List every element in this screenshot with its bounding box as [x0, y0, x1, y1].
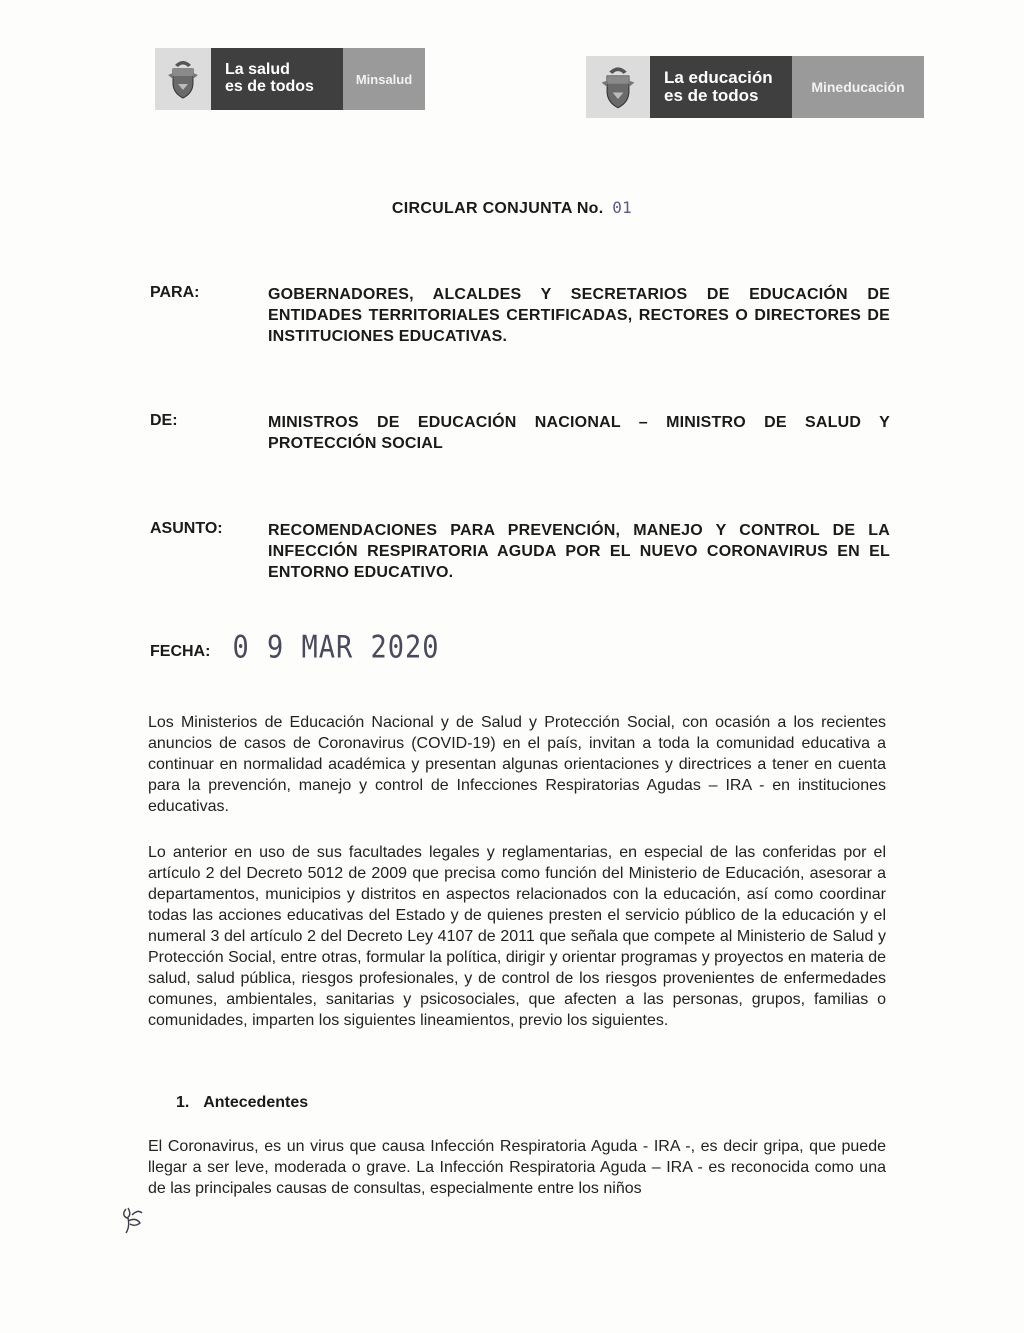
asunto-label: ASUNTO: — [150, 520, 223, 537]
coat-of-arms-icon — [586, 56, 650, 118]
asunto-value: RECOMENDACIONES PARA PREVENCIÓN, MANEJO Y CONTROL DE LA INFECCIÓN RESPIRATORIA AGUDA POR EL NUEVO CORONAVIRUS EN EL ENTORNO EDUCATIVO. — [268, 522, 890, 581]
minsalud-logo — [155, 48, 425, 110]
logo-brand: Minsalud — [343, 48, 425, 110]
section-heading — [176, 1094, 308, 1112]
paragraph: El Coronavirus, es un virus que causa Infección Respiratoria Aguda - IRA -, es decir gripa, que puede llegar a ser leve, moderada o grave. La Infección Respiratoria Aguda – IRA - es reconocida como una de las principales causas de consultas, especialmente entre los niños — [148, 1138, 886, 1197]
logo-slogan — [650, 56, 792, 118]
slogan-line-2: es de todos — [664, 86, 759, 105]
slogan-line-1: La salud — [225, 61, 290, 79]
coat-of-arms-icon — [155, 48, 211, 110]
para-label: PARA: — [150, 284, 200, 301]
logo-brand: Mineducación — [792, 56, 924, 118]
mineducacion-logo — [586, 56, 924, 118]
paragraph: Lo anterior en uso de sus facultades legales y reglamentarias, en especial de las conferidas por el artículo 2 del Decreto 5012 de 2009 que precisa como función del Ministerio de Educación, asesorar a departamentos, municipios y distritos en aspectos relacionados con la educación, así como coordinar todas las acciones educativas del Estado y de quienes presten el servicio público de la educación y el numeral 3 del artículo 2 del Decreto Ley 4107 de 2011 que señala que compete al Ministerio de Salud y Protección Social, entre otras, formular la política, dirigir y orientar programas y proyectos en materia de salud, salud pública, riesgos profesionales, y de control de los riesgos provenientes de enfermedades comunes, ambientales, sanitarias y psicosociales, que afecten a las personas, grupos, familias o comunidades, imparten los siguientes lineamientos, previo los siguientes. — [148, 844, 886, 1029]
section-number: 1. — [176, 1094, 190, 1111]
section-title: Antecedentes — [203, 1094, 309, 1111]
title-text: CIRCULAR CONJUNTA No. — [391, 200, 604, 217]
field-para — [150, 284, 890, 347]
field-asunto — [150, 520, 890, 583]
de-value: MINISTROS DE EDUCACIÓN NACIONAL – MINISTRO DE SALUD Y PROTECCIÓN SOCIAL — [268, 414, 890, 452]
logo-slogan — [211, 48, 343, 110]
slogan-line-2: es de todos — [225, 78, 314, 95]
field-de — [150, 412, 890, 454]
circular-title — [0, 198, 1024, 218]
date-stamp: 0 9 MAR 2020 — [232, 629, 440, 666]
fecha-label: FECHA: — [150, 643, 211, 660]
circular-number: 01 — [612, 198, 633, 217]
para-value: GOBERNADORES, ALCALDES Y SECRETARIOS DE EDUCACIÓN DE ENTIDADES TERRITORIALES CERTIFICADAS, RECTORES O DIRECTORES DE INSTITUCIONES EDUCATIVAS. — [268, 286, 890, 345]
paragraph: Los Ministerios de Educación Nacional y de Salud y Protección Social, con ocasión a los recientes anuncios de casos de Coronavirus (COVID-19) en el país, invitan a toda la comunidad educativa a continuar en normalidad académica y presentan algunas orientaciones y directrices a tener en cuenta para la prevención, manejo y control de Infecciones Respiratorias Agudas – IRA - en instituciones educativas. — [148, 714, 886, 815]
slogan-line-1: La educación — [664, 68, 773, 88]
de-label: DE: — [150, 412, 178, 429]
handwritten-initials — [118, 1203, 148, 1237]
field-fecha — [150, 629, 440, 666]
